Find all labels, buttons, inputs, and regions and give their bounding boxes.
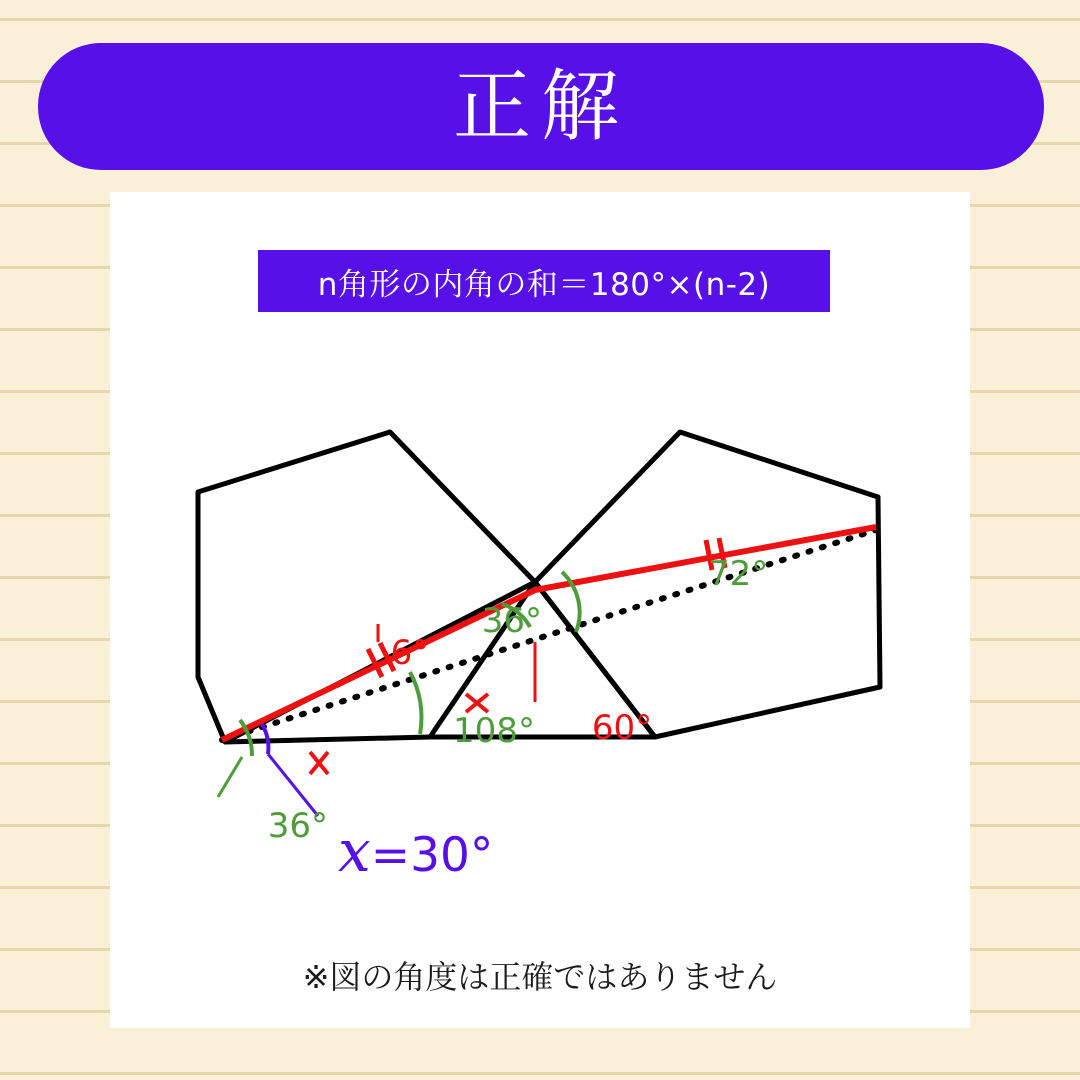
label-angle-36-lower: 36° <box>267 806 328 846</box>
page-title: 正解 <box>452 61 629 152</box>
title-banner <box>38 43 1044 170</box>
answer-value: =30° <box>370 828 494 883</box>
formula-text: n角形の内角の和＝180°×(n-2) <box>317 266 771 303</box>
label-angle-60: 60° <box>591 708 653 748</box>
content-card <box>110 192 970 1028</box>
label-angle-108: 108° <box>453 711 535 751</box>
label-angle-72: 72° <box>708 554 769 594</box>
label-angle-36-upper: 36° <box>481 601 542 641</box>
bottom-left-edge <box>225 737 430 742</box>
leader-36-lower <box>218 757 242 797</box>
geometry-figure <box>110 342 970 902</box>
formula-banner <box>258 250 830 312</box>
answer-label <box>338 817 493 885</box>
figure-footnote: ※図の角度は正確ではありません <box>302 958 778 996</box>
answer-variable: x <box>338 817 371 885</box>
label-angle-6: 6° <box>390 633 430 673</box>
